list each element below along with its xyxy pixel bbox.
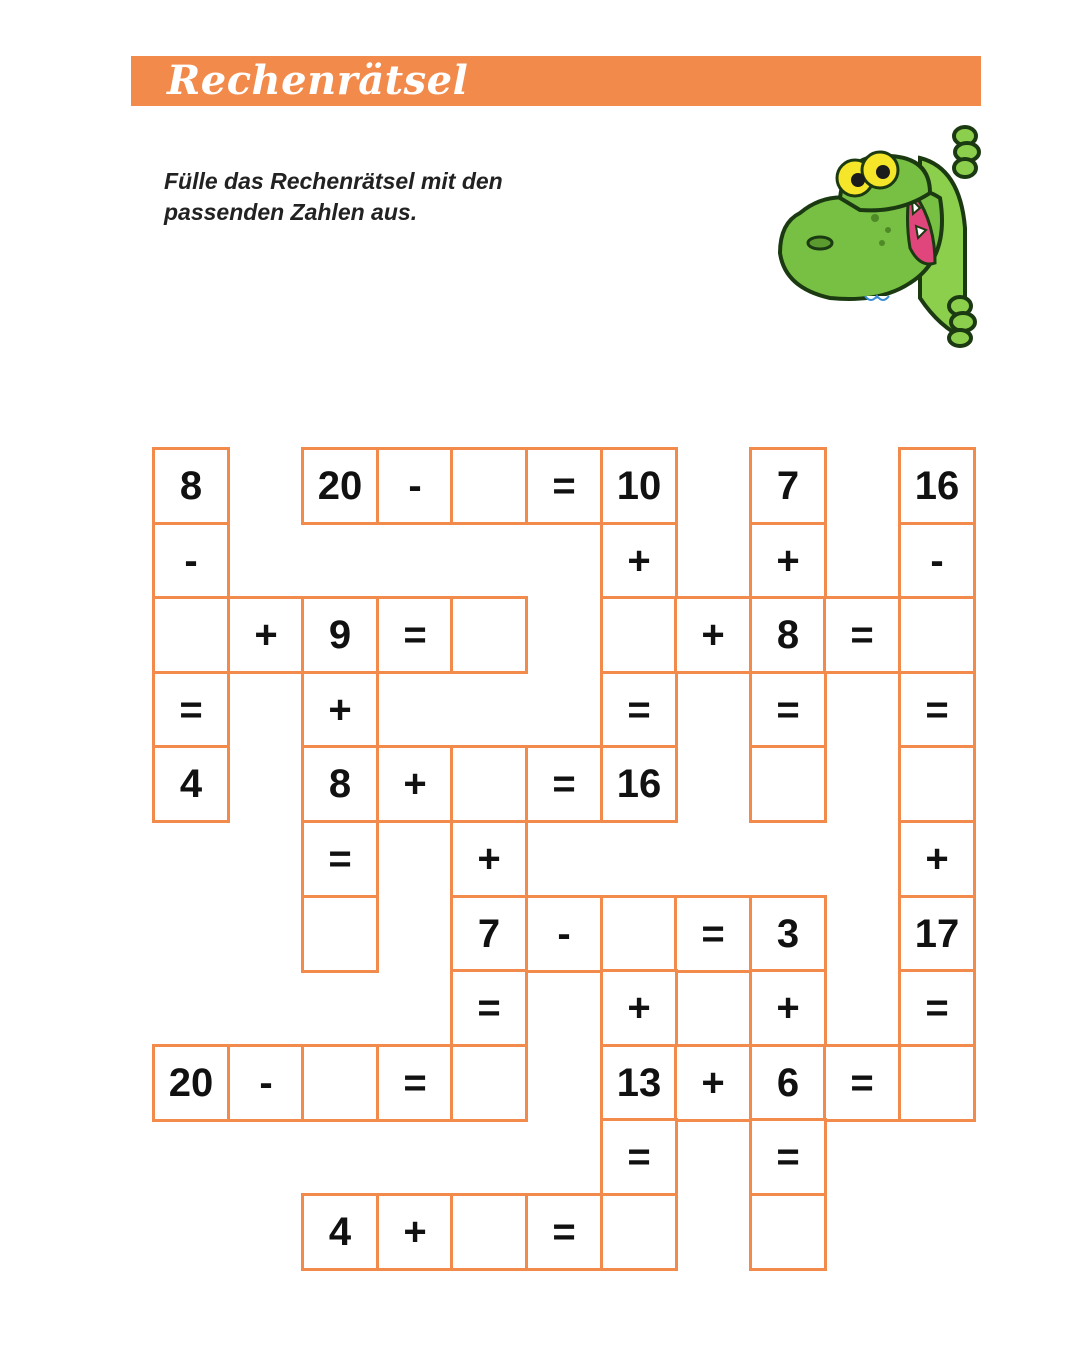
puzzle-cell: 16 xyxy=(898,447,976,525)
puzzle-cell: = xyxy=(823,596,901,674)
puzzle-cell: + xyxy=(600,969,678,1047)
puzzle-cell: = xyxy=(525,447,603,525)
instructions-text: Fülle das Rechenrätsel mit den passenden Zahlen aus. xyxy=(164,168,503,225)
puzzle-cell: = xyxy=(898,969,976,1047)
puzzle-cell: = xyxy=(898,671,976,749)
puzzle-cell: + xyxy=(227,596,305,674)
puzzle-cell: 8 xyxy=(749,596,827,674)
puzzle-cell-empty[interactable] xyxy=(600,1193,678,1271)
puzzle-cell: + xyxy=(749,522,827,600)
puzzle-cell: + xyxy=(749,969,827,1047)
puzzle-cell: + xyxy=(898,820,976,898)
puzzle-cell: 3 xyxy=(749,895,827,973)
puzzle-cell-empty[interactable] xyxy=(301,895,379,973)
puzzle-cell: = xyxy=(600,671,678,749)
puzzle-cell: + xyxy=(674,596,752,674)
puzzle-cell: 7 xyxy=(450,895,528,973)
puzzle-cell-empty[interactable] xyxy=(898,1044,976,1122)
puzzle-cell-empty[interactable] xyxy=(898,596,976,674)
puzzle-cell: = xyxy=(823,1044,901,1122)
page-title: Rechenrätsel xyxy=(167,57,469,104)
puzzle-cell: - xyxy=(227,1044,305,1122)
puzzle-cell-empty[interactable] xyxy=(600,596,678,674)
puzzle-cell-empty[interactable] xyxy=(450,1193,528,1271)
puzzle-cell: = xyxy=(376,596,454,674)
puzzle-cell: - xyxy=(525,895,603,973)
puzzle-cell: = xyxy=(450,969,528,1047)
puzzle-cell: 4 xyxy=(301,1193,379,1271)
puzzle-cell: 20 xyxy=(152,1044,230,1122)
puzzle-cell: = xyxy=(525,1193,603,1271)
puzzle-cell: 20 xyxy=(301,447,379,525)
puzzle-cell: = xyxy=(749,1118,827,1196)
puzzle-cell: = xyxy=(152,671,230,749)
puzzle-cell: + xyxy=(600,522,678,600)
puzzle-cell: 8 xyxy=(152,447,230,525)
puzzle-cell: - xyxy=(376,447,454,525)
puzzle-cell-empty[interactable] xyxy=(450,596,528,674)
puzzle-cell: = xyxy=(301,820,379,898)
puzzle-cell: 4 xyxy=(152,745,230,823)
puzzle-cell-empty[interactable] xyxy=(600,895,678,973)
puzzle-cell-empty[interactable] xyxy=(301,1044,379,1122)
puzzle-cell: 7 xyxy=(749,447,827,525)
puzzle-cell: - xyxy=(152,522,230,600)
puzzle-cell-empty[interactable] xyxy=(898,745,976,823)
puzzle-cell: + xyxy=(674,1044,752,1122)
puzzle-cell: 10 xyxy=(600,447,678,525)
puzzle-cell: + xyxy=(450,820,528,898)
puzzle-cell: - xyxy=(898,522,976,600)
puzzle-cell: 17 xyxy=(898,895,976,973)
puzzle-cell: 16 xyxy=(600,745,678,823)
puzzle-cell-empty[interactable] xyxy=(450,1044,528,1122)
puzzle-cell: + xyxy=(376,745,454,823)
puzzle-cell: 6 xyxy=(749,1044,827,1122)
puzzle-cell: = xyxy=(376,1044,454,1122)
puzzle-cell: + xyxy=(301,671,379,749)
puzzle-cell: 13 xyxy=(600,1044,678,1122)
puzzle-cell-empty[interactable] xyxy=(749,745,827,823)
puzzle-cell-empty[interactable] xyxy=(450,745,528,823)
puzzle-cell-empty[interactable] xyxy=(152,596,230,674)
puzzle-cell: + xyxy=(376,1193,454,1271)
puzzle-cell: = xyxy=(600,1118,678,1196)
puzzle-cell: 8 xyxy=(301,745,379,823)
puzzle-cell-empty[interactable] xyxy=(450,447,528,525)
puzzle-cell: = xyxy=(525,745,603,823)
puzzle-cell: 9 xyxy=(301,596,379,674)
puzzle-cell: = xyxy=(749,671,827,749)
puzzle-cell-empty[interactable] xyxy=(749,1193,827,1271)
puzzle-cell: = xyxy=(674,895,752,973)
